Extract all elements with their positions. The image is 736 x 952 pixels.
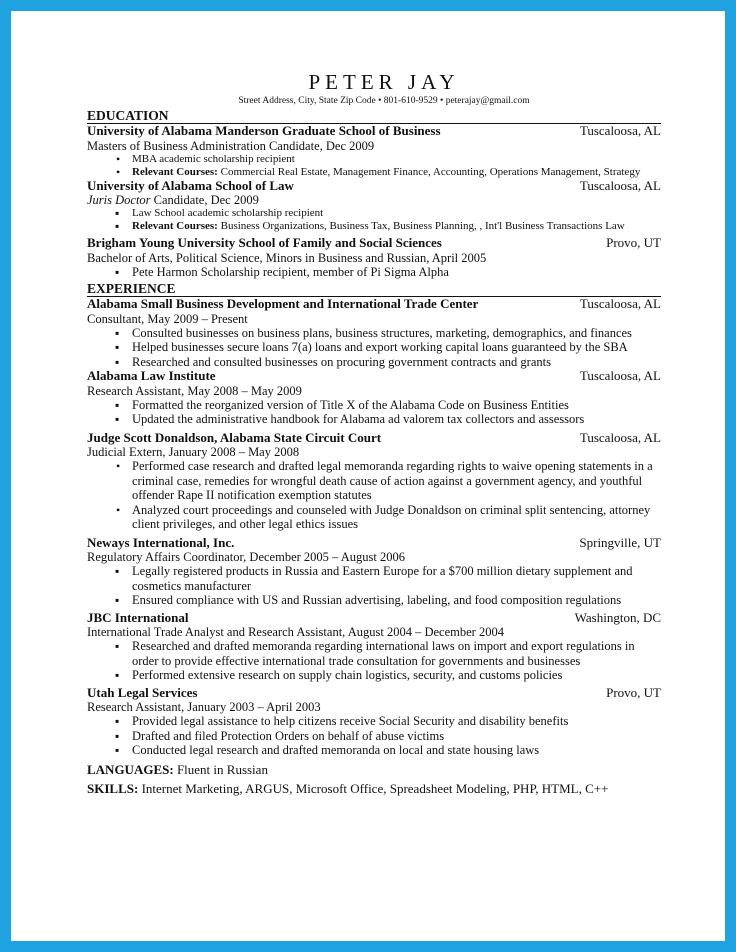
degree: Bachelor of Arts, Political Science, Minors in Business and Russian, April 2005 (87, 250, 487, 265)
job-role: Regulatory Affairs Coordinator, December 2005 – August 2006 (87, 550, 405, 564)
skills-line: SKILLS: Internet Marketing, ARGUS, Microsoft Office, Spreadsheet Modeling, PHP, HTML, C++ (87, 780, 609, 796)
bullet-item: ▪ Pete Harmon Scholarship recipient, member of Pi Sigma Alpha (87, 265, 661, 280)
experience-heading: EXPERIENCE (87, 281, 661, 297)
org-name: Alabama Small Business Development and International Trade Center (87, 296, 479, 311)
degree: Juris Doctor Candidate, Dec 2009 (87, 193, 259, 207)
bullet-item: ▪ Conducted legal research and drafted memoranda on local and state housing laws (87, 743, 661, 758)
org-name: Alabama Law Institute (87, 368, 216, 383)
bullet-item: • Performed case research and drafted legal memoranda regarding rights to waive opening statements in a criminal case, remedies for wrongful death cause of action against a government agency, and youthful offender Rape II notification exemption statutes (87, 459, 661, 503)
bullet-item: ▪ Researched and consulted businesses on procuring government contracts and grants (87, 355, 661, 370)
job-role: Judicial Extern, January 2008 – May 2008 (87, 445, 300, 459)
job-role: Research Assistant, May 2008 – May 2009 (87, 383, 302, 398)
bullet-item: ▪ Formatted the reorganized version of Title X of the Alabama Code on Business Entities (87, 398, 661, 413)
school-location: Provo, UT (606, 235, 661, 250)
school-location: Tuscaloosa, AL (579, 177, 661, 193)
bullet-item: ▪ Consulted businesses on business plans, business structures, marketing, demographics, and finances (87, 326, 661, 341)
bullet-item: • MBA academic scholarship recipient (87, 153, 661, 166)
bullet-item: ▪ Provided legal assistance to help citizens receive Social Security and disability benefits (87, 714, 661, 729)
bullet-item: ▪ Drafted and filed Protection Orders on behalf of abuse victims (87, 729, 661, 744)
experience-entry (87, 297, 661, 369)
bullet-item: ▪ Law School academic scholarship recipient (87, 207, 661, 220)
degree: Masters of Business Administration Candidate, Dec 2009 (87, 138, 375, 153)
school-name: Brigham Young University School of Family and Social Sciences (87, 235, 442, 250)
job-role: International Trade Analyst and Research Assistant, August 2004 – December 2004 (87, 625, 504, 639)
bullet-item: ▪ Ensured compliance with US and Russian advertising, labeling, and food composition regulations (87, 593, 661, 608)
candidate-name: PETER JAY (308, 70, 460, 94)
org-name: JBC International (87, 609, 189, 625)
bullet-item: ▪ Updated the administrative handbook for Alabama ad valorem tax collectors and assessors (87, 412, 661, 427)
bullet-item: ▪ Helped businesses secure loans 7(a) loans and export working capital loans guaranteed by the SBA (87, 340, 661, 355)
experience-entry (87, 686, 661, 758)
experience-entry (87, 536, 661, 608)
org-name: Utah Legal Services (87, 684, 198, 700)
resume-page (11, 11, 725, 941)
org-location: Tuscaloosa, AL (579, 368, 661, 383)
org-location: Tuscaloosa, AL (579, 296, 661, 311)
job-role: Research Assistant, January 2003 – April 2003 (87, 700, 321, 714)
education-entry (87, 124, 661, 179)
school-name: University of Alabama Manderson Graduate School of Business (87, 123, 441, 138)
org-name: Neways International, Inc. (87, 534, 235, 550)
education-entry (87, 236, 661, 279)
relevant-courses: • Relevant Courses: Commercial Real Estate, Management Finance, Accounting, Operations Management, Strategy (87, 166, 661, 179)
org-location: Tuscaloosa, AL (579, 429, 661, 445)
school-location: Tuscaloosa, AL (579, 123, 661, 138)
experience-entry (87, 369, 661, 427)
org-location: Provo, UT (606, 684, 661, 700)
org-location: Washington, DC (574, 609, 661, 625)
bullet-item: ▪ Legally registered products in Russia and Eastern Europe for a $700 million dietary supplement and cosmetics manufacturer (87, 564, 661, 593)
job-role: Consultant, May 2009 – Present (87, 311, 248, 326)
bullet-item: ▪ Researched and drafted memoranda regarding international laws on import and export regulations in order to provide effective international trade consultation for governments and businesses (87, 639, 661, 668)
languages-line: LANGUAGES: Fluent in Russian (87, 761, 268, 777)
experience-entry (87, 611, 661, 683)
relevant-courses: ▪ Relevant Courses: Business Organizations, Business Tax, Business Planning, , Int'l Business Transactions Law (87, 220, 661, 233)
contact-info: Street Address, City, State Zip Code • 801-610-9529 • peterajay@gmail.com (238, 96, 530, 106)
org-name: Judge Scott Donaldson, Alabama State Circuit Court (87, 429, 382, 445)
education-heading: EDUCATION (87, 108, 661, 124)
org-location: Springville, UT (579, 534, 661, 550)
education-entry (87, 179, 661, 234)
school-name: University of Alabama School of Law (87, 177, 294, 193)
bullet-item: • Analyzed court proceedings and counseled with Judge Donaldson on criminal split sentencing, attorney client privileges, and other legal ethics issues (87, 503, 661, 532)
resume-content (87, 69, 661, 797)
experience-entry (87, 431, 661, 532)
bullet-item: ▪ Performed extensive research on supply chain logistics, security, and customs policies (87, 668, 661, 683)
